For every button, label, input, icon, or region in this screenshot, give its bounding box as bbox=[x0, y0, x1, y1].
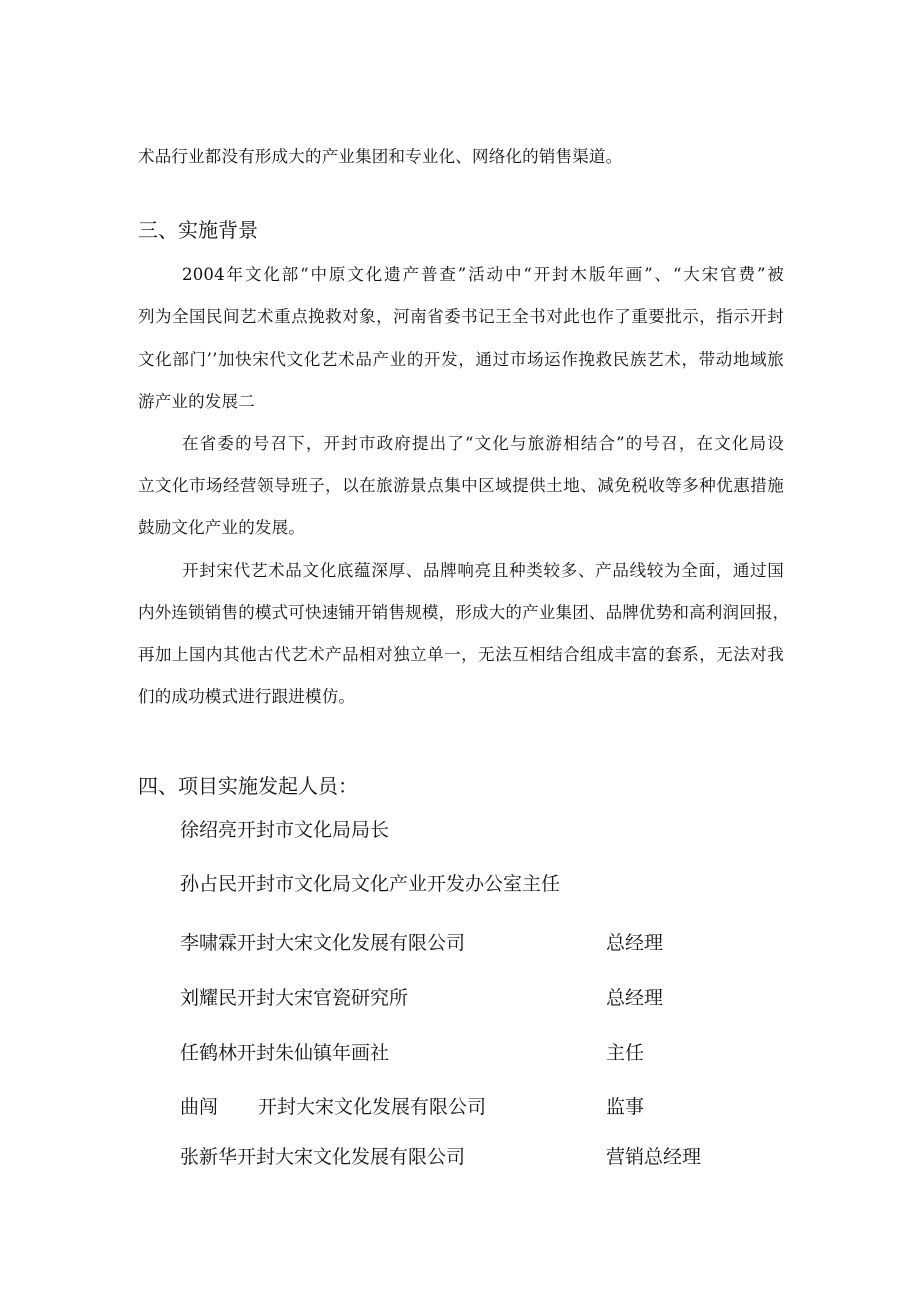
person-title: 总经理 bbox=[606, 987, 664, 1009]
person-name-org: 孙占民开封市文化局文化产业开发办公室主任 bbox=[180, 873, 561, 895]
person-title: 营销总经理 bbox=[606, 1146, 702, 1168]
paragraph-line: 2004年文化部“中原文化遗产普查”活动中“开封木版年画”、“大宋官费”被 bbox=[182, 265, 784, 284]
section-heading-background: 三、实施背景 bbox=[138, 218, 258, 242]
person-name: 曲闯 bbox=[180, 1096, 219, 1118]
person-name-org: 任鹤林开封朱仙镇年画社 bbox=[180, 1042, 390, 1064]
person-title: 总经理 bbox=[606, 932, 664, 954]
person-title: 主任 bbox=[606, 1042, 645, 1064]
paragraph-line: 开封宋代艺术品文化底蕴深厚、品牌响亮且种类较多、产品线较为全面，通过国 bbox=[182, 561, 784, 580]
person-org: 开封大宋文化发展有限公司 bbox=[258, 1096, 487, 1118]
paragraph-line: 鼓励文化产业的发展。 bbox=[138, 518, 305, 537]
person-name-org: 张新华开封大宋文化发展有限公司 bbox=[180, 1146, 466, 1168]
paragraph-line: 在省委的号召下，开封市政府提出了“文化与旅游相结合”的号召，在文化局设 bbox=[182, 434, 784, 453]
section-heading-initiators: 四、项目实施发起人员： bbox=[138, 774, 358, 798]
paragraph-line: 文化部门’’加快宋代文化艺术品产业的开发，通过市场运作挽救民族艺术，带动地域旅 bbox=[138, 350, 784, 369]
paragraph-line: 们的成功模式进行跟进模仿。 bbox=[138, 687, 356, 706]
paragraph-line: 再加上国内其他古代艺术产品相对独立单一，无法互相结合组成丰富的套系，无法对我 bbox=[138, 645, 784, 664]
paragraph-line: 内外连锁销售的模式可快速铺开销售规模，形成大的产业集团、品牌优势和高利润回报， bbox=[138, 603, 790, 622]
paragraph-line: 列为全国民间艺术重点挽救对象，河南省委书记王全书对此也作了重要批示，指示开封 bbox=[138, 307, 784, 326]
person-name-org: 刘耀民开封大宋官瓷研究所 bbox=[180, 987, 409, 1009]
person-name-org: 李啸霖开封大宋文化发展有限公司 bbox=[180, 932, 466, 954]
intro-line: 术品行业都没有形成大的产业集团和专业化、网络化的销售渠道。 bbox=[138, 147, 623, 166]
paragraph-line: 游产业的发展二 bbox=[138, 392, 255, 411]
person-name-org: 徐绍亮开封市文化局局长 bbox=[180, 819, 390, 841]
paragraph-line: 立文化市场经营领导班子，以在旅游景点集中区域提供土地、减免税收等多种优惠措施 bbox=[138, 476, 784, 495]
person-title: 监事 bbox=[606, 1096, 645, 1118]
